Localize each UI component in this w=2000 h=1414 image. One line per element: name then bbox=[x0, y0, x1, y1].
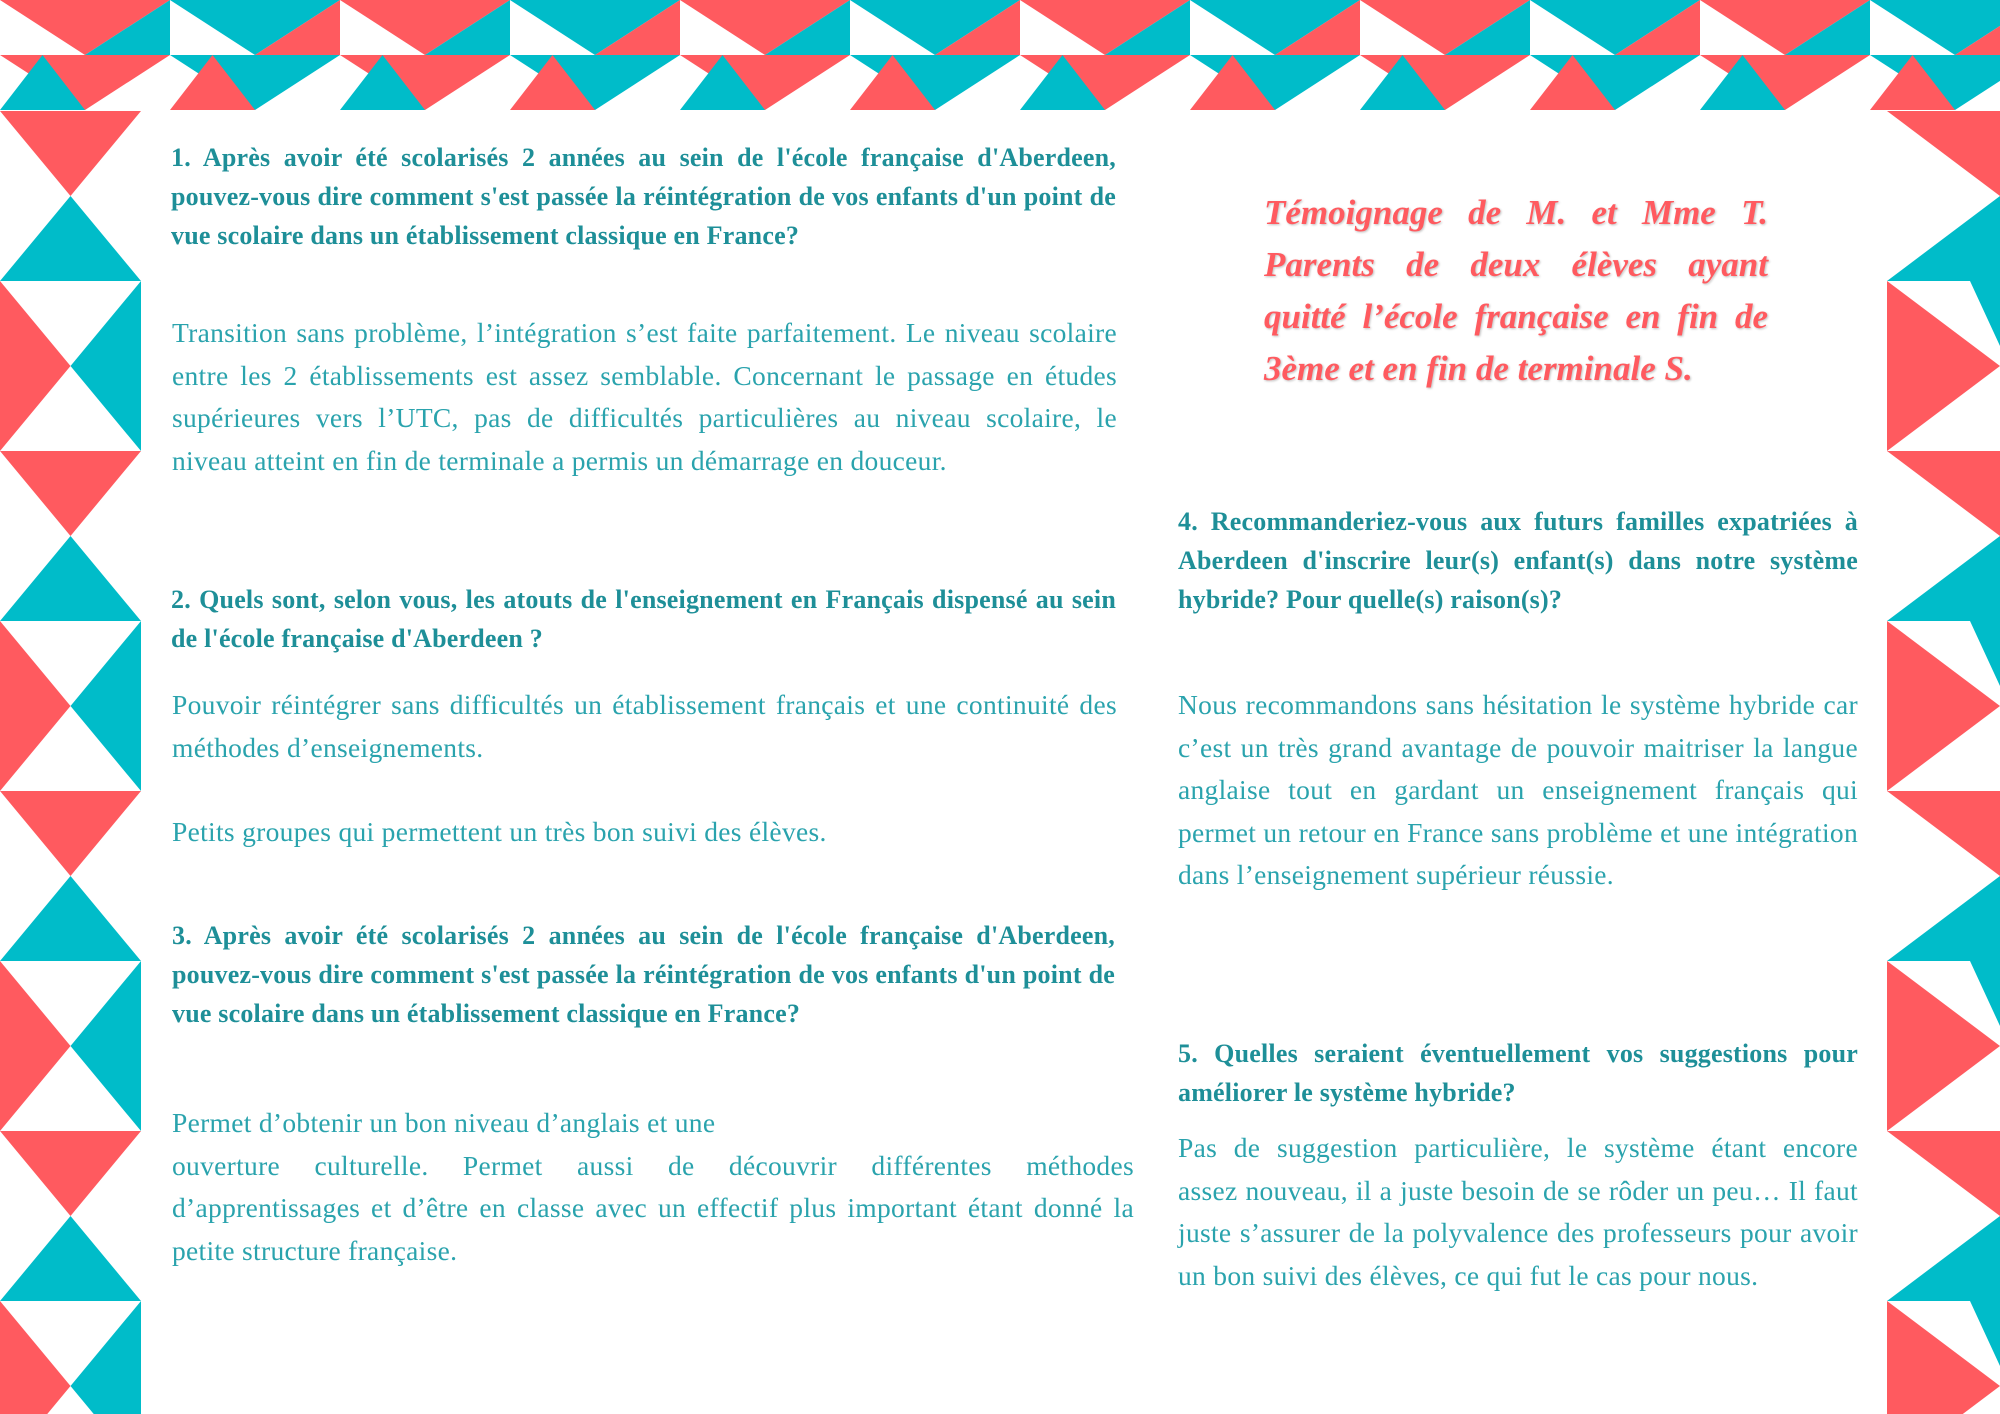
question-1: 1. Après avoir été scolarisés 2 années au sein de l'école française d'Aberdeen, pouvez-vous dire comment s'est passée la réintégration de vos enfants d'un point de vue scolaire dans un établissement classique en France? bbox=[171, 143, 1116, 250]
question-2: 2. Quels sont, selon vous, les atouts de l'enseignement en Français dispensé au sein de l'école française d'Aberdeen ? bbox=[171, 585, 1116, 653]
border-triangle bbox=[1887, 536, 2000, 621]
testimonial-title: Témoignage de M. et Mme T. Parents de deux élèves ayant quitté l’école française en fin de 3ème et en fin de terminale S. bbox=[1264, 193, 1768, 388]
border-triangle bbox=[71, 961, 142, 1131]
border-triangle bbox=[0, 961, 71, 1131]
border-triangle bbox=[1887, 196, 2000, 281]
answer-3-line-1: Permet d’obtenir un bon niveau d’anglais et une bbox=[172, 1107, 716, 1138]
border-triangle bbox=[0, 451, 141, 536]
border-triangle bbox=[1887, 791, 2000, 876]
border-triangle bbox=[1970, 961, 2000, 1026]
border-triangle bbox=[71, 621, 142, 791]
question-4: 4. Recommanderiez-vous aux futurs familles expatriées à Aberdeen d'inscrire leur(s) enfant(s) dans notre système hybride? Pour quelle(s) raison(s)? bbox=[1178, 507, 1858, 614]
question-5: 5. Quelles seraient éventuellement vos suggestions pour améliorer le système hybride? bbox=[1178, 1039, 1858, 1107]
border-triangle bbox=[1887, 1216, 2000, 1301]
answer-4: Nous recommandons sans hésitation le système hybride car c’est un très grand avantage de pouvoir maitriser la langue anglaise tout en gardant un enseignement français qui permet un retour en France sans problème et une intégration dans l’enseignement supérieur réussie. bbox=[1178, 689, 1858, 890]
border-triangle bbox=[0, 1216, 141, 1301]
border-triangle bbox=[1887, 111, 2000, 196]
answer-2 bbox=[172, 684, 1117, 854]
border-triangle bbox=[1970, 621, 2000, 686]
border-triangle bbox=[0, 791, 141, 876]
border-triangle bbox=[1887, 876, 2000, 961]
answer-1: Transition sans problème, l’intégration s’est faite parfaitement. Le niveau scolaire entre les 2 établissements est assez semblable. Concernant le passage en études supérieures vers l’UTC, pas de difficultés particulières au niveau scolaire, le niveau atteint en fin de terminale a permis un démarrage en douceur. bbox=[172, 317, 1117, 476]
border-triangle bbox=[0, 536, 141, 621]
answer-5: Pas de suggestion particulière, le système étant encore assez nouveau, il a juste besoin de se rôder un peu… Il faut juste s’assurer de la polyvalence des professeurs pour avoir un bon suivi des élèves, ce qui fut le cas pour nous. bbox=[1178, 1132, 1858, 1291]
answer-3-paragraph: ouverture culturelle. Permet aussi de découvrir différentes méthodes d’apprentissages et d’être en classe avec un effectif plus important étant donné la petite structure française. bbox=[172, 1149, 1134, 1266]
question-3: 3. Après avoir été scolarisés 2 années au sein de l'école française d'Aberdeen, pouvez-vous dire comment s'est passée la réintégration de vos enfants d'un point de vue scolaire dans un établissement classique en France? bbox=[172, 921, 1115, 1028]
border-triangle bbox=[1887, 451, 2000, 536]
answer-2-paragraph-2: Petits groupes qui permettent un très bon suivi des élèves. bbox=[172, 816, 827, 847]
border-triangle bbox=[1887, 1131, 2000, 1216]
answer-3 bbox=[172, 1102, 1134, 1272]
border-triangle bbox=[71, 1301, 142, 1414]
border-triangle bbox=[0, 1131, 141, 1216]
border-triangle bbox=[0, 1301, 71, 1414]
border-triangle bbox=[0, 876, 141, 961]
border-triangle bbox=[0, 111, 141, 196]
answer-2-paragraph-1: Pouvoir réintégrer sans difficultés un établissement français et une continuité des méthodes d’enseignements. bbox=[172, 689, 1117, 763]
border-triangle bbox=[1970, 281, 2000, 346]
border-triangle bbox=[1970, 1301, 2000, 1366]
border-triangle bbox=[71, 281, 142, 451]
border-triangle bbox=[0, 621, 71, 791]
border-triangle bbox=[0, 281, 71, 451]
border-triangle bbox=[0, 196, 141, 281]
